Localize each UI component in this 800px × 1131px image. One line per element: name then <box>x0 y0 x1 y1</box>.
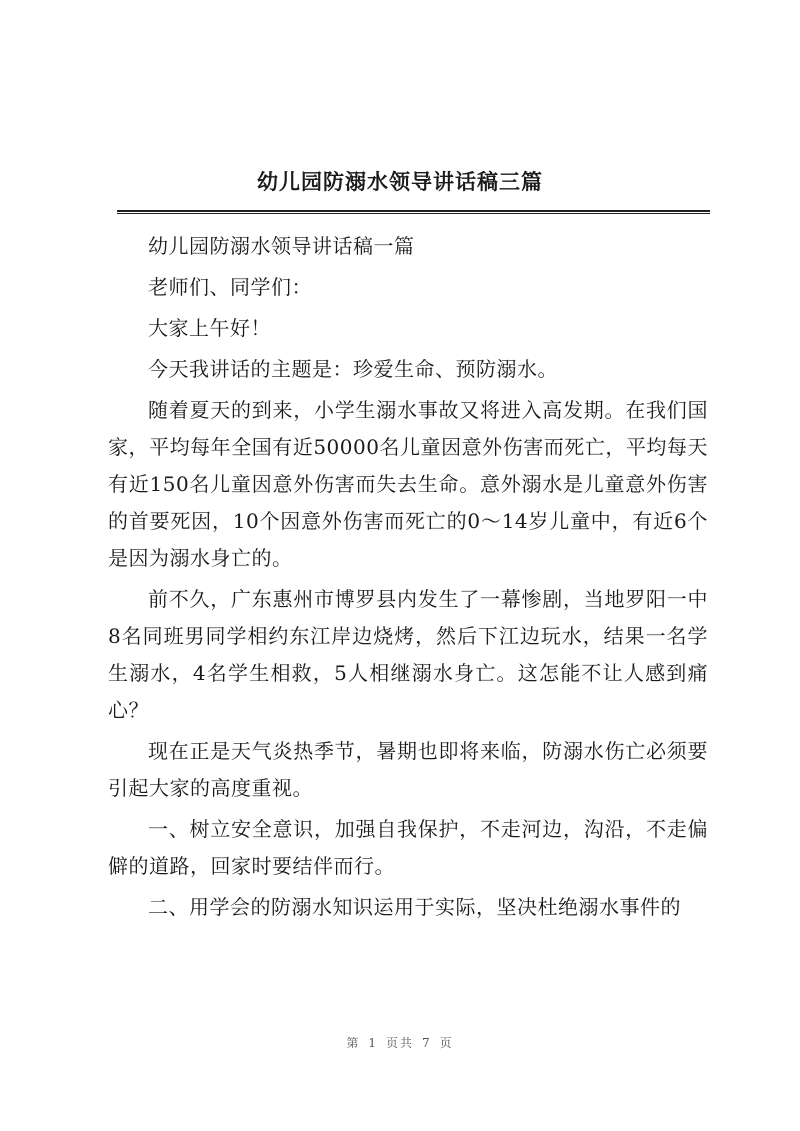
footer-middle: 页共 <box>385 1036 414 1050</box>
title-divider <box>117 210 710 214</box>
paragraph-greeting: 大家上午好！ <box>148 316 271 340</box>
page-footer <box>0 1034 800 1051</box>
paragraph-incident: 前不久，广东惠州市博罗县内发生了一幕惨剧，当地罗阳一中8名同班男同学相约东江岸边烧烤，然后下江边玩水，结果一名学生溺水，4名学生相救，5人相继溺水身亡。这怎能不让人感到痛心？ <box>108 587 708 722</box>
document-title: 幼儿园防溺水领导讲话稿三篇 <box>257 169 543 194</box>
footer-prefix: 第 <box>346 1036 361 1050</box>
paragraph-point-two: 二、用学会的防溺水知识运用于实际，坚决杜绝溺水事件的 <box>148 895 681 919</box>
footer-page-number: 1 <box>368 1036 378 1050</box>
paragraph-salutation: 老师们、同学们： <box>148 275 312 299</box>
footer-suffix: 页 <box>439 1036 454 1050</box>
document-body <box>108 228 708 930</box>
paragraph-statistics: 随着夏天的到来，小学生溺水事故又将进入高发期。在我们国家，平均每年全国有近50000名儿童因意外伤害而死亡，平均每天有近150名儿童因意外伤害而失去生命。意外溺水是儿童意外伤害的首要死因，10个因意外伤害而死亡的0～14岁儿童中，有近6个是因为溺水身亡的。 <box>108 398 708 570</box>
paragraph-season: 现在正是天气炎热季节，暑期也即将来临，防溺水伤亡必须要引起大家的高度重视。 <box>108 739 708 800</box>
paragraph-topic: 今天我讲话的主题是：珍爱生命、预防溺水。 <box>148 357 558 381</box>
footer-total-pages: 7 <box>422 1036 432 1050</box>
paragraph-subtitle: 幼儿园防溺水领导讲话稿一篇 <box>148 234 415 258</box>
paragraph-point-one: 一、树立安全意识，加强自我保护，不走河边，沟沿，不走偏僻的道路，回家时要结伴而行。 <box>108 817 708 878</box>
